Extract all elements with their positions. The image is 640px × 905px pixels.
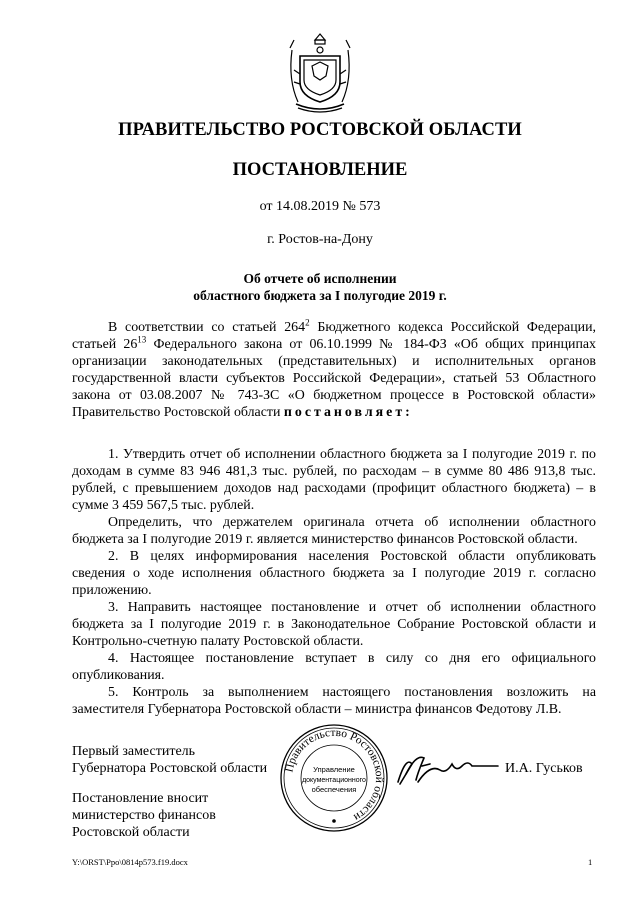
signatory-title (72, 743, 267, 777)
introduced-by-line-2: министерство финансов (72, 808, 216, 823)
handwritten-signature (392, 752, 500, 792)
stamp-center-line-3: обеспечения (311, 785, 357, 794)
introduced-by-line-3: Ростовской области (72, 825, 190, 840)
stamp-ring-text: Правительство Ростовской области (283, 726, 386, 824)
official-stamp (278, 722, 390, 834)
document-type: ПОСТАНОВЛЕНИЕ (232, 160, 408, 180)
preamble-text-3: Федерального закона от 06.10.1999 № 184-ФЗ «Об общих принципах организации законодательных (представительных) и исполнительных органов государственной власти субъектов Российской Федерации», статьей 53 Областного закона от 03.08.2007 № 743-ЗС «О бюджетном процессе в Ростовской области» Правительство Ростовской области (72, 337, 596, 420)
superscript-1: 2 (305, 317, 310, 328)
government-title: ПРАВИТЕЛЬСТВО РОСТОВСКОЙ ОБЛАСТИ (118, 120, 522, 140)
subject-line-2: областного бюджета за I полугодие 2019 г. (193, 288, 447, 303)
superscript-2: 13 (137, 334, 147, 345)
introduced-by-line-1: Постановление вносит (72, 791, 209, 806)
preamble-text-1: В соответствии со статьей 264 (108, 320, 306, 335)
resolution-items (72, 446, 596, 718)
signatory-name: И.А. Гуськов (505, 761, 583, 776)
signatory-title-line-2: Губернатора Ростовской области (72, 761, 268, 776)
subject-heading (0, 270, 640, 304)
item-5: 5. Контроль за выполнением настоящего постановления возложить на заместителя Губернатора Ростовской области – министра финансов Федотову Л.В. (72, 685, 596, 717)
item-3: 3. Направить настоящее постановление и отчет об исполнении областного бюджета за I полугодие 2019 г. в Законодательное Собрание Ростовской области и Контрольно-счетную палату Ростовской области. (72, 600, 596, 649)
resolves-word: постановляет: (283, 405, 413, 420)
preamble (72, 319, 596, 421)
stamp-center-line-1: Управление (313, 765, 355, 774)
subject-line-1: Об отчете об исполнении (243, 271, 397, 286)
signatory-title-line-1: Первый заместитель (72, 744, 196, 759)
page-number: 1 (588, 857, 593, 867)
item-1: 1. Утвердить отчет об исполнении областного бюджета за I полугодие 2019 г. по доходам в сумме 83 946 481,3 тыс. рублей, по расходам – в сумме 80 486 913,8 тыс. рублей, с превышением доходов над расходами (профицит областного бюджета) – в сумме 3 459 567,5 тыс. рублей. (72, 447, 596, 513)
stamp-center-line-2: документационного (302, 777, 366, 784)
city: г. Ростов-на-Дону (267, 232, 373, 247)
item-2: 2. В целях информирования населения Ростовской области опубликовать сведения о ходе исполнения областного бюджета за I полугодие 2019 г. согласно приложению. (72, 549, 596, 598)
item-1-holder: Определить, что держателем оригинала отчета об исполнении областного бюджета за I полугодие 2019 г. является министерство финансов Ростовской области. (72, 515, 596, 547)
coat-of-arms-emblem (286, 30, 354, 118)
date-number: от 14.08.2019 № 573 (259, 199, 381, 214)
introduced-by (72, 790, 216, 841)
item-4: 4. Настоящее постановление вступает в силу со дня его официального опубликования. (72, 651, 596, 683)
file-path: Y:\ORST\Ppo\0814p573.f19.docx (72, 857, 188, 867)
preamble-text-2: Бюджетного кодекса Российской Федерации, статьей 26 (72, 320, 596, 352)
